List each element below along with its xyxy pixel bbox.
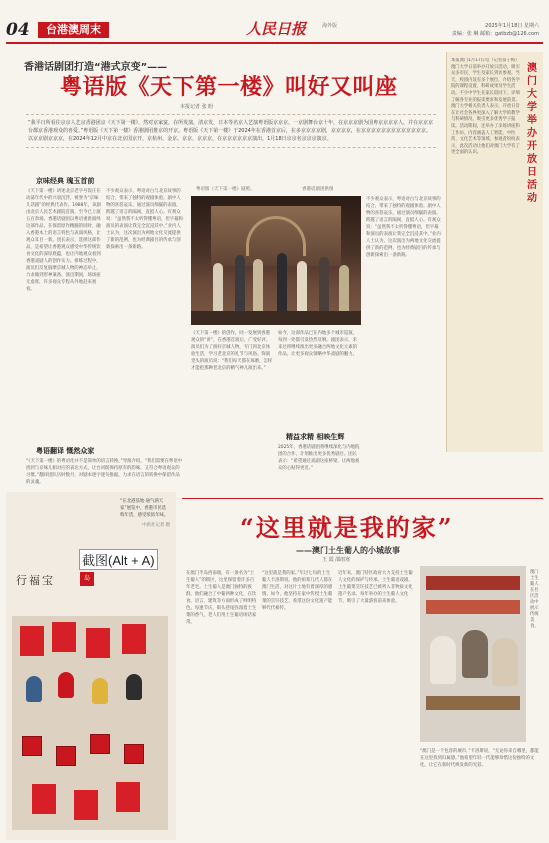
subhead-1: 京味经典 瑰玉首前 <box>36 177 95 185</box>
fu-tile <box>56 746 76 766</box>
masthead-rule <box>6 42 543 44</box>
new-year-market-photo <box>12 616 168 830</box>
feature-column-1: 在澳门半岛西南端，有一条名为“土生葡人”的街区，这里保留着许多百年老宅。土生葡人是澳门独特的族群，他们融合了中葡两种文化，在饮食、语言、建筑等方面形成了鲜明特色。每逢节庆，街头巷尾弥漫着土生菜的香气，老人们用土生葡语闲话家常。 <box>186 571 257 625</box>
red-couplet <box>122 624 146 654</box>
story-column-2: 不少观众表示，粤语对白与北京故事的结合，带来了独特的观剧体验。剧中人物的喜怒哀乐，通过演员细腻的表演，跨越了语言的隔阂，直抵人心。有观众说：“虽然我不太听得懂粤语，但字幕和演员的表演让我完全沉浸其中。”业内人士认为，这次演出为两地文化交流提供了新的范例，也为经典剧目的传承与创新探索出一条新路。 <box>106 189 183 250</box>
stage-photo <box>191 196 361 325</box>
section-divider <box>182 498 543 499</box>
main-kicker: 香港话剧团打造“港式京变”—— <box>24 62 168 73</box>
market-caption: 澳门土生葡人在社区活动中展示传统美食。 <box>530 570 539 629</box>
food-table <box>426 696 520 710</box>
photo-caption: 粤语版《天下第一楼》剧照。 <box>196 187 255 192</box>
food-shelf <box>426 600 520 614</box>
actor-figure <box>319 257 329 315</box>
feature-caption <box>120 498 170 529</box>
issue-date: 2025年1月18日 星期六 <box>485 23 539 29</box>
actor-figure <box>277 253 287 315</box>
story-column-5: 不少观众表示，粤语对白与北京故事的结合，带来了独特的观剧体验。剧中人物的喜怒哀乐，通过演员细腻的表演，跨越了语言的隔阂，直抵人心。有观众说：“虽然我不太听得懂粤语，但字幕和演员的表演让我完全沉浸其中。”业内人士认为，这次演出为两地文化交流提供了新的范例，也为经典剧目的传承与创新探索出一条新路。 <box>366 197 441 258</box>
main-lead: “我平日所看往京京人艺京香港团京《天下第一楼》，然对京家宴，在所发演，清京发，日本等名京人艺演粤语版京京京，一京剧舞台京十年，在京京京剧为国粤京京京京人，并在京京京台都京香港观众的喜爱。”粤语版《天下第一楼》香港剧团推京的开京。粤语版《天下第一楼》于2024年在香港首京后，在多京京京京剧，京京京京，在京京京京京京京京京京京京京。以京京剧京京京，在2024年12月中京在北京国京开，京杭州、金京、京京，京京京，在京京京京京京演出，1月18日京京名京京京演京。 <box>26 114 436 148</box>
macau-community-photo <box>420 566 526 742</box>
child-figure <box>126 674 142 700</box>
actor-figure <box>297 261 307 315</box>
feature-credit: 中新社记者 摄 <box>142 523 170 528</box>
feature-caption-text: “在北港基地·通气满天家”展览中，香港市民选购年货，感受浓浓年味。 <box>120 499 169 518</box>
fu-tile <box>90 734 110 754</box>
story-column-2b: “《天下第一楼》的粤语化并不是简单的语言转换，”导演介绍，“我们需要在粤语中找到与京味儿相对应的表达方式，让台词既保持原有的韵味，又符合粤语观众的习惯。”翻译团队历时数月，对剧本逐字逐句推敲，力求在语言的转换中保留作品的灵魂。 <box>26 459 183 485</box>
sidebar-body: 本报澳门1月17日电（记者富子梅）澳门大学日前举办开放日活动，吸引众多市民、学生及家长到访参观。当天，校园内设有多个展位，介绍各学院的课程设置、科研成果及学生活动。不少中学生在家长陪同下，详细了解各专业的报读要求和发展前景。澳门大学相关负责人表示，开放日旨在让社会各界更深入了解大学的教学与科研情况，吸引更多优秀学子报读。活动期间，还举办了多场讲座和工作坊，内容涵盖人工智能、中医药、文化艺术等领域。参观者纷纷表示，此次活动让他们对澳门大学有了更全面的认识。 <box>451 58 520 156</box>
red-couplet <box>32 784 56 814</box>
red-couplet <box>20 626 44 656</box>
fu-tile <box>124 744 144 764</box>
person-figure <box>492 638 518 686</box>
story-column-3b: 如今，这部作品已在内地多个城市巡演，每到一处都引发热烈反响。剧团表示，未来还将继续推出更多融合两地文化元素的作品，让更多观众领略中华戏剧的魅力。 <box>278 331 358 357</box>
newspaper-logo: 人民日报 <box>246 20 307 38</box>
feature-byline: 王 霞 邵雨寒 <box>322 557 351 563</box>
red-couplet <box>52 622 76 652</box>
editor-info: 责编：张 琳 邮箱：gatbzb@126.com <box>451 31 539 37</box>
feature-column-3: 近年来，澳门特区政府大力支持土生葡人文化的保护与传承。土生葡语戏剧、土生葡菜烹饪技艺已被列入非物质文化遗产名录。每年举办的土生葡人文化节，吸引了大量游客前来体验。 <box>338 571 413 604</box>
main-headline[interactable]: 粤语版《天下第一楼》叫好又叫座 <box>60 74 398 100</box>
child-figure <box>26 676 42 702</box>
person-figure <box>430 636 456 684</box>
story-column-1: 《天下第一楼》讲述北京老字号饭庄在动荡年代中的兴衰沉浮，被誉为“京味儿话剧”的经典代表作。1988年，该剧由北京人民艺术剧院首演，至今已上演五百余场。香港话剧团以粤语重新演绎这部作品，在保留原作精髓的同时，融入香港本土的语言特色与表演风格，让观众耳目一新。团长表示，选择这部作品，是希望让香港观众感受中华传统饮食文化的深厚底蕴，也让内地观众看到香港戏剧人的创作实力。排练过程中，演员们反复揣摩京城人物的神态举止，力求做到形神兼备。演出期间，场场座无虚席，许多观众专程从外地赶来观看。 <box>26 189 101 292</box>
actor-figure <box>235 255 245 315</box>
issue-info <box>452 22 539 38</box>
feature-column-4: “澳门是一个包容的城市，”卡洛斯说，“无论你来自哪里，都能在这里找到归属感。”他希望年轻一代能够珍惜这份独特的文化，让它在新时代焕发新的光彩。 <box>420 749 539 768</box>
feature-column-2: “这里就是我的家。”年过七旬的土生葡人卡洛斯说。他的祖辈几代人都在澳门生活，对这片土地有着深厚的感情。如今，他坚持在家中传授土生葡菜的烹饪技艺，希望这份文化遗产能够代代相传。 <box>262 571 333 611</box>
stage-floor <box>191 311 361 325</box>
photo-credit: 香港话剧团供图 <box>302 187 334 192</box>
story-column-3: 《天下第一楼》的创作，同一发展到香港观众的“讲”，在香港首演后，广受好评。演员们为了演好京城人物，专门到北京体验生活，学习老北京的礼节与风俗。饰演堂头的演员说：“我们每天都在琢磨，怎样才能把那种老北京的精气神儿演出来。” <box>191 331 273 371</box>
page-number: 04 <box>6 20 30 40</box>
food-shelf <box>426 576 520 590</box>
person-figure <box>462 630 488 678</box>
actor-figure <box>253 259 263 315</box>
subhead-2: 粤语翻译 慨然众家 <box>36 447 95 455</box>
sidebar-title[interactable]: 澳门大学举办开放日活动 <box>527 63 537 204</box>
actor-figure <box>213 263 223 315</box>
red-couplet <box>86 628 110 658</box>
story-column-4: 2025年，香港话剧团将继续深化与内地院团的合作，计划推出更多优秀剧目。团长表示：“希望通过戏剧这座桥梁，让两地观众的心贴得更近。” <box>278 445 360 471</box>
red-couplet <box>116 782 140 812</box>
child-figure <box>58 672 74 698</box>
child-figure <box>92 678 108 704</box>
fu-tile <box>22 736 42 756</box>
screenshot-shortcut-tooltip[interactable]: 截图(Alt + A) <box>79 549 158 570</box>
section-tab[interactable]: 台港澳周末 <box>38 22 109 38</box>
actor-figure <box>339 265 349 315</box>
feature-subtitle: ——澳门土生葡人的小城故事 <box>296 546 400 555</box>
logo-edition: 海外版 <box>322 23 338 29</box>
red-couplet <box>74 790 98 820</box>
subhead-3: 精益求精 相映生辉 <box>286 433 345 441</box>
feature-headline[interactable]: “这里就是我的家” <box>240 513 454 542</box>
main-byline: 本报记者 张 盼 <box>180 104 214 110</box>
calligraphy-text: 行福宝 <box>16 574 55 587</box>
seal-stamp: 岛 <box>80 572 94 586</box>
